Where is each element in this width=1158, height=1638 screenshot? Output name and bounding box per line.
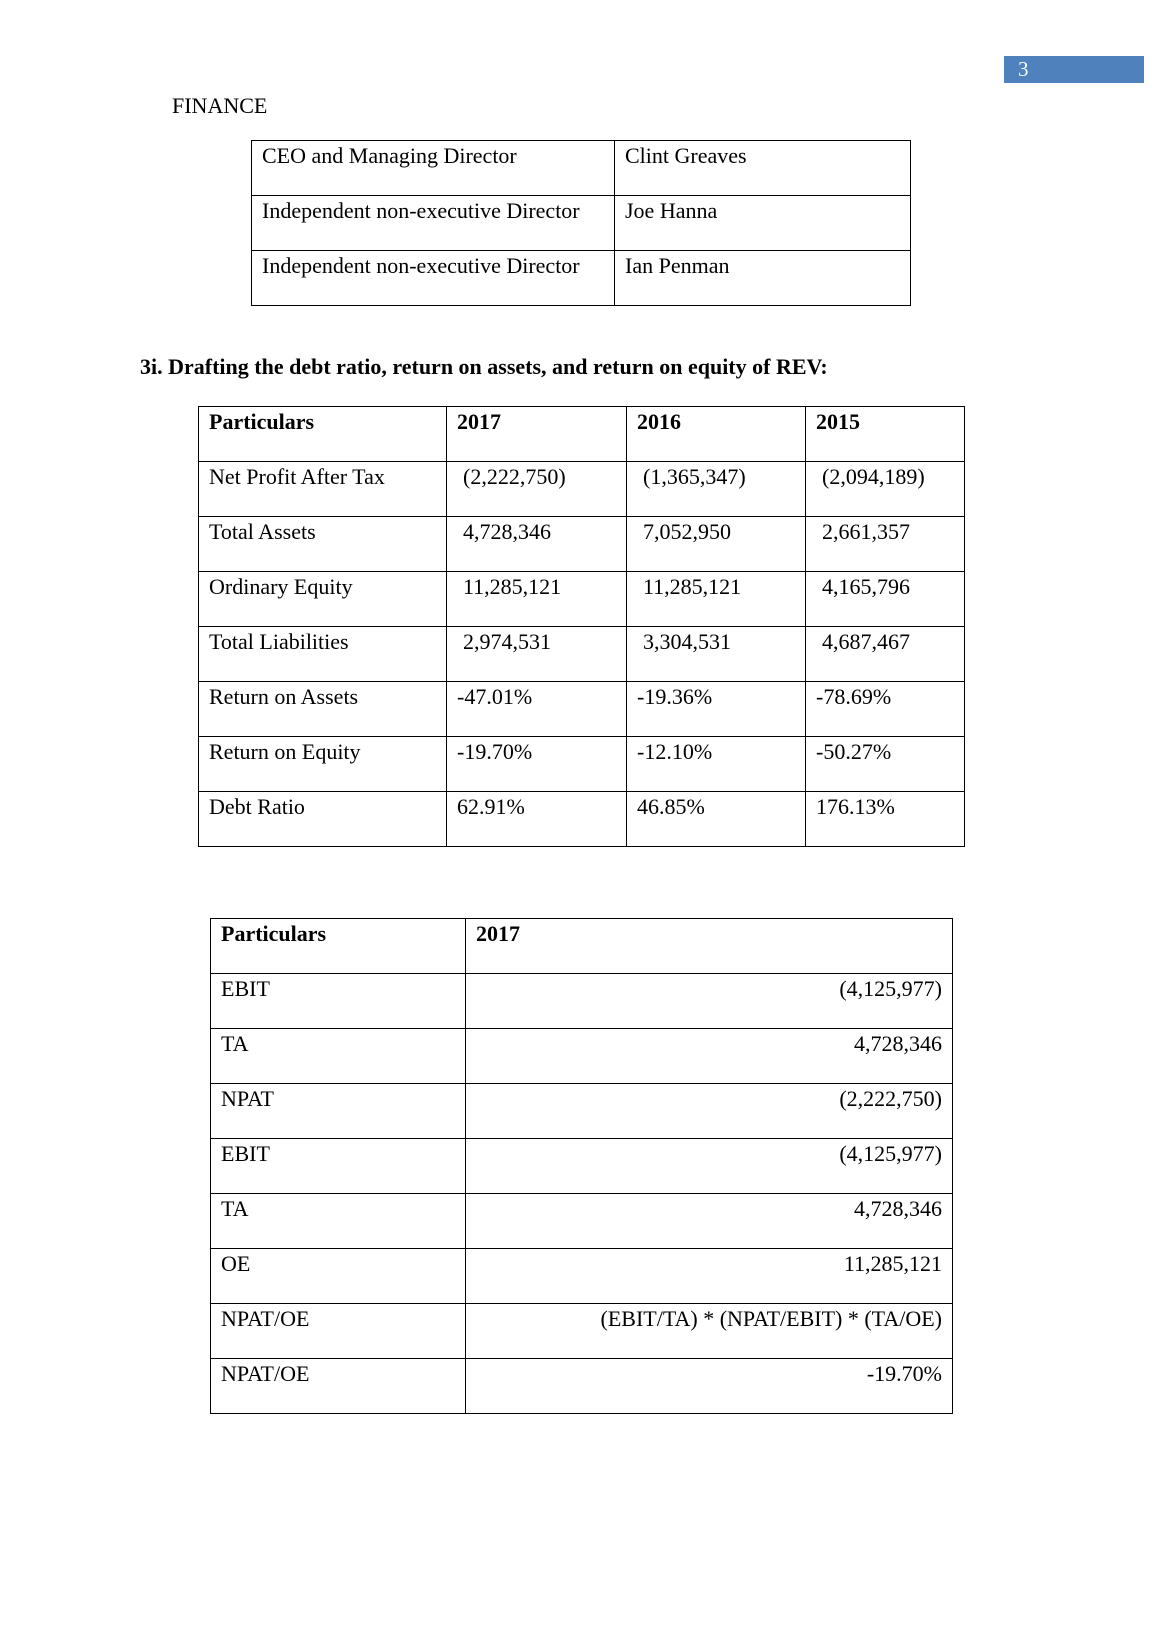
row-label: Return on Assets [199,682,447,737]
cell-2015: (2,094,189) [806,462,965,517]
cell-2017: -19.70% [447,737,627,792]
column-header: 2016 [627,407,806,462]
row-label: Net Profit After Tax [199,462,447,517]
row-label: EBIT [211,974,466,1029]
row-label: NPAT/OE [211,1359,466,1414]
row-label: OE [211,1249,466,1304]
director-name: Ian Penman [615,251,911,306]
row-value: (2,222,750) [466,1084,953,1139]
dupont-table [210,918,953,1414]
row-label: Total Liabilities [199,627,447,682]
cell-2017: -47.01% [447,682,627,737]
cell-2016: 3,304,531 [627,627,806,682]
row-label: Ordinary Equity [199,572,447,627]
cell-2017: 62.91% [447,792,627,847]
column-header: Particulars [211,919,466,974]
director-name: Joe Hanna [615,196,911,251]
table-row [211,1304,953,1359]
cell-2017: 11,285,121 [447,572,627,627]
table-row [211,974,953,1029]
table-row [211,1249,953,1304]
cell-2017: 2,974,531 [447,627,627,682]
cell-2015: -78.69% [806,682,965,737]
director-role: Independent non-executive Director [252,196,615,251]
row-value: (4,125,977) [466,1139,953,1194]
row-label: NPAT [211,1084,466,1139]
table-header-row [199,407,965,462]
table-row [211,1139,953,1194]
table-row [199,462,965,517]
row-label: TA [211,1194,466,1249]
row-value: (4,125,977) [466,974,953,1029]
table-row [199,517,965,572]
table-row [211,1194,953,1249]
cell-2016: 7,052,950 [627,517,806,572]
table-row [211,1029,953,1084]
page-number-badge: 3 [1004,56,1144,83]
cell-2016: -12.10% [627,737,806,792]
cell-2016: 46.85% [627,792,806,847]
column-header: 2017 [447,407,627,462]
cell-2016: -19.36% [627,682,806,737]
directors-table [251,140,911,306]
ratios-table [198,406,965,847]
column-header: Particulars [199,407,447,462]
table-row [199,682,965,737]
cell-2015: 4,165,796 [806,572,965,627]
row-label: Return on Equity [199,737,447,792]
finance-heading: FINANCE [172,93,268,118]
cell-2016: 11,285,121 [627,572,806,627]
table-row [211,1359,953,1414]
table-row [199,792,965,847]
cell-2017: 4,728,346 [447,517,627,572]
row-label: EBIT [211,1139,466,1194]
cell-2015: -50.27% [806,737,965,792]
table-row [252,251,911,306]
table-header-row [211,919,953,974]
director-name: Clint Greaves [615,141,911,196]
row-value: (EBIT/TA) * (NPAT/EBIT) * (TA/OE) [466,1304,953,1359]
row-label: TA [211,1029,466,1084]
director-role: Independent non-executive Director [252,251,615,306]
section-heading: 3i. Drafting the debt ratio, return on assets, and return on equity of REV: [140,354,828,379]
table-row [199,572,965,627]
row-label: NPAT/OE [211,1304,466,1359]
cell-2015: 2,661,357 [806,517,965,572]
row-value: 4,728,346 [466,1194,953,1249]
director-role: CEO and Managing Director [252,141,615,196]
column-header: 2017 [466,919,953,974]
table-row [211,1084,953,1139]
row-value: 4,728,346 [466,1029,953,1084]
cell-2016: (1,365,347) [627,462,806,517]
cell-2017: (2,222,750) [447,462,627,517]
row-value: -19.70% [466,1359,953,1414]
column-header: 2015 [806,407,965,462]
cell-2015: 176.13% [806,792,965,847]
table-row [252,141,911,196]
table-row [199,737,965,792]
row-label: Debt Ratio [199,792,447,847]
table-row [199,627,965,682]
row-label: Total Assets [199,517,447,572]
row-value: 11,285,121 [466,1249,953,1304]
table-row [252,196,911,251]
cell-2015: 4,687,467 [806,627,965,682]
